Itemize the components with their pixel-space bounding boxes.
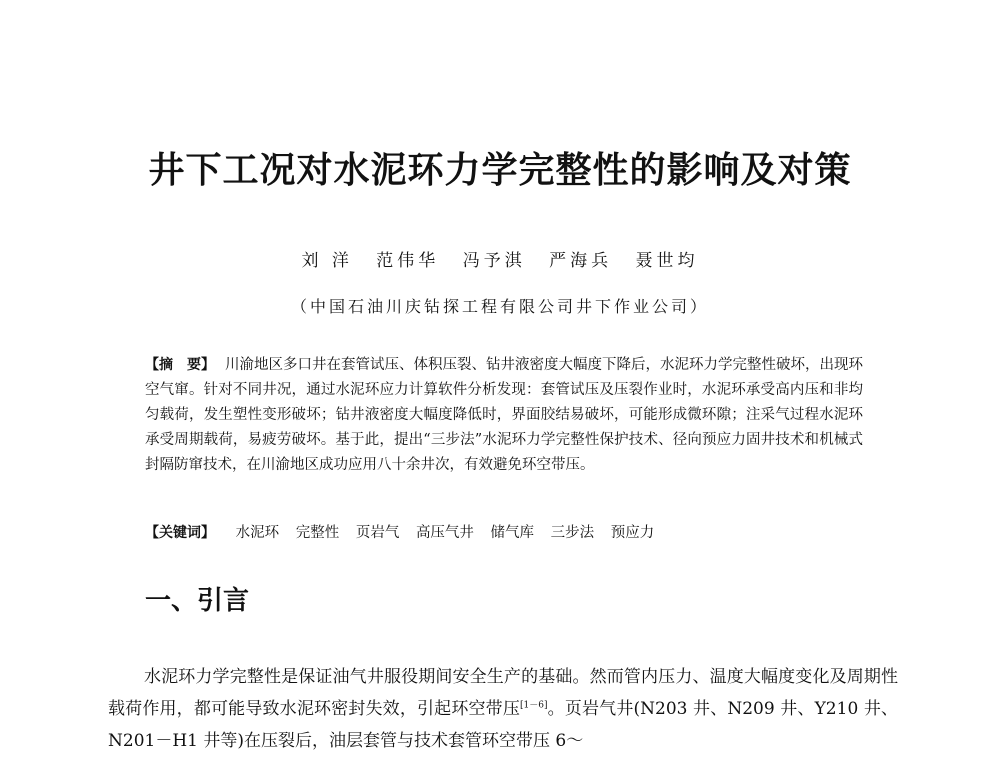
- keyword: 预应力: [610, 525, 655, 541]
- section-heading-introduction: 一、引言: [145, 586, 250, 616]
- keyword: 储气库: [490, 525, 535, 541]
- keyword: 高压气井: [415, 525, 474, 541]
- author-name: 刘 洋: [301, 251, 353, 271]
- keyword: 三步法: [550, 525, 595, 541]
- paragraph-tail-text: 。页岩气井(N203 井、N209 井、Y210 井、N201－H1 井等)在压裂后，油层套管与技术套管环空带压 6～: [108, 699, 898, 751]
- author-list: [0, 246, 1000, 271]
- paper-title: 井下工况对水泥环力学完整性的影响及对策: [148, 149, 852, 191]
- author-name: 聂世均: [635, 251, 699, 271]
- paragraph-main-text: 水泥环力学完整性是保证油气井服役期间安全生产的基础。然而管内压力、温度大幅度变化及周期性载荷作用，都可能导致水泥环密封失效，引起环空带压: [108, 667, 898, 719]
- keyword: 水泥环: [235, 525, 280, 541]
- keyword: 完整性: [295, 525, 340, 541]
- keywords-label: 【关键词】: [145, 525, 215, 541]
- introduction-paragraph: [108, 661, 898, 757]
- abstract-block: [145, 353, 863, 478]
- abstract-label: 【摘 要】: [145, 357, 215, 373]
- author-name: 严海兵: [549, 251, 613, 271]
- keyword: 页岩气: [355, 525, 400, 541]
- citation-reference: [1－6]: [520, 700, 548, 711]
- keywords-block: [145, 521, 863, 546]
- author-name: 冯予淇: [462, 251, 526, 271]
- abstract-text: 川渝地区多口井在套管试压、体积压裂、钻井液密度大幅度下降后，水泥环力学完整性破坏，出现环空气窜。针对不同井况，通过水泥环应力计算软件分析发现：套管试压及压裂作业时，水泥环承受高内压和非均匀载荷，发生塑性变形破坏；钻井液密度大幅度降低时，界面胶结易破坏，可能形成微环隙；注采气过程水泥环承受周期载荷，易疲劳破坏。基于此，提出“三步法”水泥环力学完整性保护技术、径向预应力固井技术和机械式封隔防窜技术，在川渝地区成功应用八十余井次，有效避免环空带压。: [145, 357, 863, 473]
- author-name: 范伟华: [376, 251, 440, 271]
- affiliation: （中国石油川庆钻探工程有限公司井下作业公司）: [290, 297, 709, 316]
